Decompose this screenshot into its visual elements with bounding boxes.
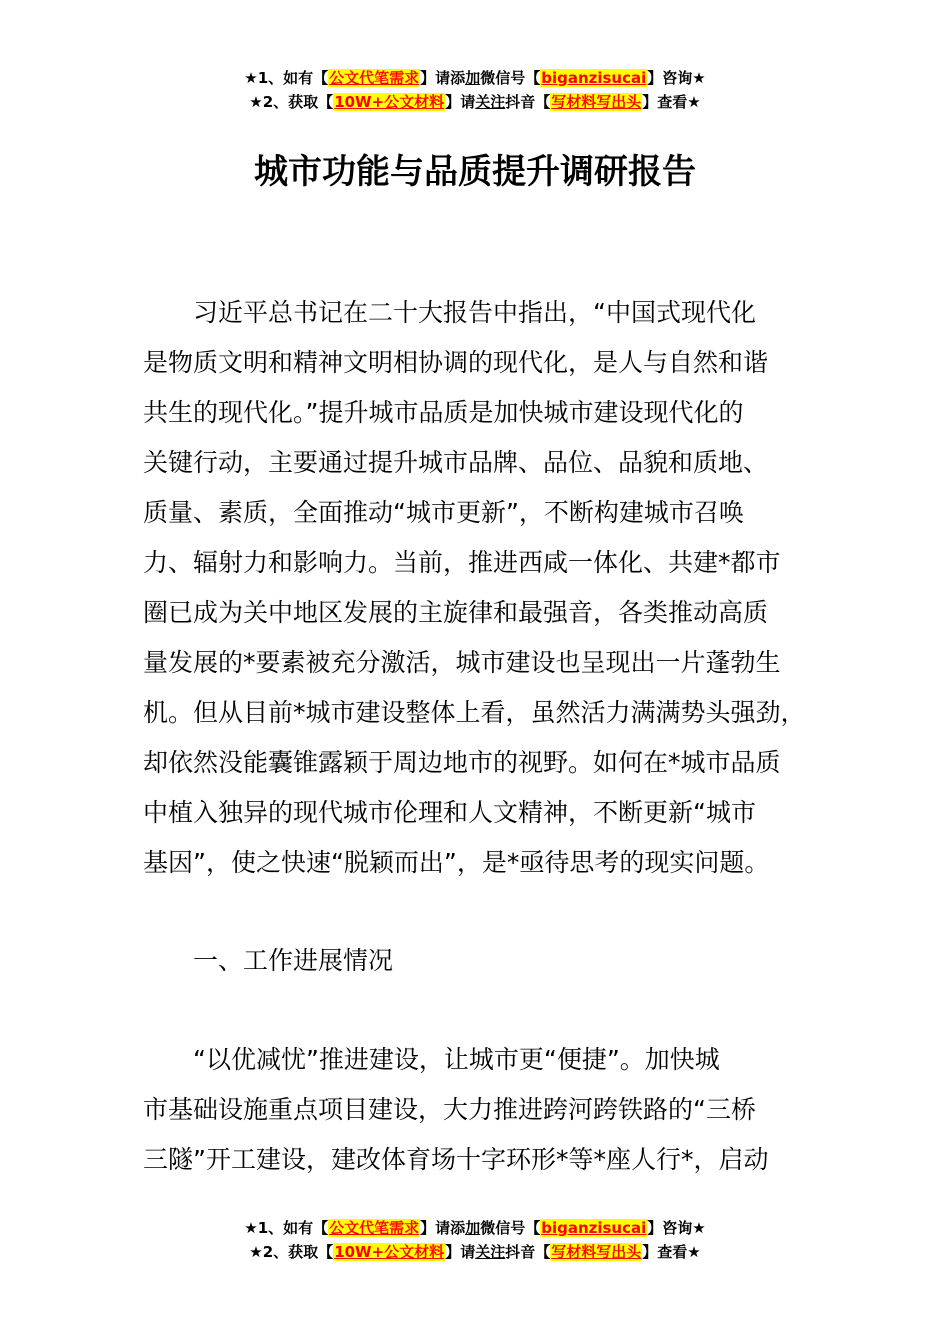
banner-line-1-mid1: 】请添 [420, 69, 466, 87]
text-line: 习近平总书记在二十大报告中指出，“中国式现代化 [143, 298, 756, 327]
banner-line-2-prefix: ★2、获取【 [249, 93, 334, 111]
top-banner [0, 66, 950, 114]
text-line: “以优减忧”推进建设，让城市更“便捷”。加快城 [143, 1045, 720, 1074]
banner-line-2-mid2: 抖音【 [505, 1243, 551, 1261]
banner-line-2-mid1: 】请 [445, 1243, 476, 1261]
paragraph-progress [143, 1035, 833, 1185]
banner-line-1-mid2: 微信号【 [480, 1219, 541, 1237]
text-line: 圈已成为关中地区发展的主旋律和最强音，各类推动高质 [143, 598, 769, 627]
banner-highlight-writing-service: 公文代笔需求 [329, 1219, 420, 1237]
banner-line-2-prefix: ★2、获取【 [249, 1243, 334, 1261]
banner-line-2-suffix: 】查看★ [642, 93, 701, 111]
paragraph-intro [143, 288, 833, 888]
text-line: 力、辐射力和影响力。当前，推进西咸一体化、共建*都市 [143, 548, 781, 577]
banner-highlight-wechat-id: biganzisucai [541, 69, 647, 87]
text-line: 机。但从目前*城市建设整体上看，虽然活力满满势头强劲， [143, 698, 806, 727]
bottom-banner [0, 1216, 950, 1264]
document-title: 城市功能与品质提升调研报告 [254, 152, 696, 192]
text-line: 是物质文明和精神文明相协调的现代化，是人与自然和谐 [143, 348, 769, 377]
text-line: 质量、素质，全面推动“城市更新”，不断构建城市召唤 [143, 498, 744, 527]
text-line: 中植入独异的现代城市伦理和人文精神，不断更新“城市 [143, 798, 756, 827]
banner-line-2 [0, 90, 950, 114]
banner-highlight-douyin-id: 写材料写出头 [551, 1243, 642, 1261]
banner-highlight-writing-service: 公文代笔需求 [329, 69, 420, 87]
banner-line-2-underline: 关注 [475, 93, 506, 111]
banner-highlight-materials: 10W+公文材料 [334, 93, 445, 111]
banner-line-1-suffix: 】咨询★ [647, 69, 706, 87]
banner-line-2-underline: 关注 [475, 1243, 506, 1261]
banner-highlight-douyin-id: 写材料写出头 [551, 93, 642, 111]
banner-line-1-mid1: 】请添 [420, 1219, 466, 1237]
text-line: 却依然没能囊锥露颖于周边地市的视野。如何在*城市品质 [143, 748, 781, 777]
text-line: 关键行动，主要通过提升城市品牌、品位、品貌和质地、 [143, 448, 769, 477]
section-heading-progress [143, 936, 833, 986]
banner-line-1-suffix: 】咨询★ [647, 1219, 706, 1237]
banner-line-1 [0, 1216, 950, 1240]
banner-line-2-suffix: 】查看★ [642, 1243, 701, 1261]
text-line: 共生的现代化。”提升城市品质是加快城市建设现代化的 [143, 398, 744, 427]
text-line: 基因”，使之快速“脱颖而出”，是*亟待思考的现实问题。 [143, 848, 770, 877]
banner-line-1-mid2: 微信号【 [480, 69, 541, 87]
banner-line-1-underline: 加 [465, 1219, 481, 1237]
banner-highlight-wechat-id: biganzisucai [541, 1219, 647, 1237]
heading-text: 一、工作进展情况 [143, 946, 394, 975]
banner-line-2-mid2: 抖音【 [505, 93, 551, 111]
banner-line-2 [0, 1240, 950, 1264]
banner-line-1-prefix: ★1、如有【 [244, 1219, 329, 1237]
banner-line-1-underline: 加 [465, 69, 481, 87]
text-line: 量发展的*要素被充分激活，城市建设也呈现出一片蓬勃生 [143, 648, 781, 677]
banner-line-1 [0, 66, 950, 90]
banner-line-1-prefix: ★1、如有【 [244, 69, 329, 87]
text-line: 市基础设施重点项目建设，大力推进跨河跨铁路的“三桥 [143, 1095, 756, 1124]
banner-highlight-materials: 10W+公文材料 [334, 1243, 445, 1261]
text-line: 三隧”开工建设，建改体育场十字环形*等*座人行*，启动 [143, 1145, 769, 1174]
banner-line-2-mid1: 】请 [445, 93, 476, 111]
